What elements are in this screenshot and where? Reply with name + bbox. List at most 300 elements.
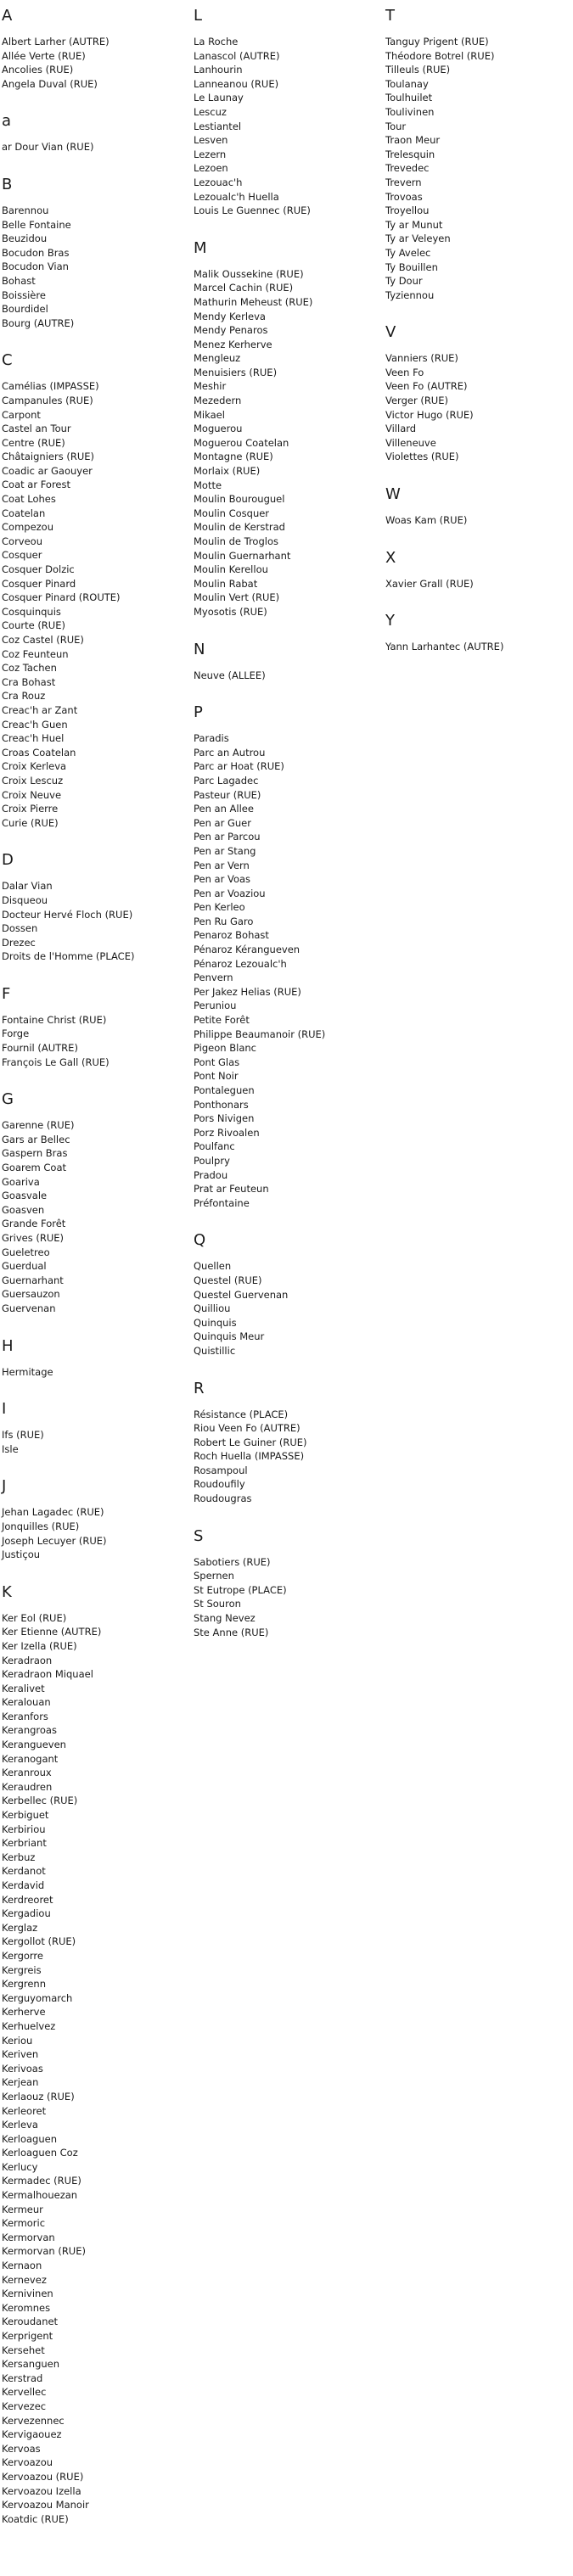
street-name: Coz Tachen bbox=[2, 662, 57, 675]
street-name: Violettes (RUE) bbox=[385, 451, 459, 463]
letter-section bbox=[2, 1337, 184, 1380]
street-name: Keriven bbox=[2, 2048, 39, 2061]
street-name: Fontaine Christ (RUE) bbox=[2, 1013, 107, 1026]
street-name: Mezedern bbox=[194, 395, 242, 407]
street-name: Préfontaine bbox=[194, 1196, 250, 1209]
street-name: Kermalhouezan bbox=[2, 2189, 78, 2202]
street-name: Pigeon Blanc bbox=[194, 1042, 256, 1055]
street-name: Kerdanot bbox=[2, 1865, 46, 1878]
street-name: Kerguyomarch bbox=[2, 1991, 73, 2004]
street-name: Bocudon Vian bbox=[2, 260, 69, 273]
street-name: Villard bbox=[385, 423, 417, 435]
street-name: Malik Oussekine (RUE) bbox=[194, 267, 304, 280]
street-name: Moulin Cosquer bbox=[194, 507, 270, 519]
street-name: Coat Lohes bbox=[2, 493, 56, 506]
street-name: Croix Pierre bbox=[2, 803, 59, 815]
street-name: Keromnes bbox=[2, 2301, 51, 2314]
street-list bbox=[2, 1505, 184, 1561]
street-name: Questel (RUE) bbox=[194, 1274, 262, 1286]
street-name: Lanneanou (RUE) bbox=[194, 77, 279, 90]
street-name: St Souron bbox=[194, 1598, 241, 1610]
street-list bbox=[2, 879, 184, 964]
letter-section bbox=[194, 1231, 376, 1358]
street-list bbox=[194, 731, 376, 1210]
street-name: Ty Dour bbox=[385, 275, 423, 288]
column-1 bbox=[2, 7, 184, 2547]
letter-section bbox=[385, 323, 568, 464]
street-name: Keranogant bbox=[2, 1752, 59, 1765]
street-name: Louis Le Guennec (RUE) bbox=[194, 204, 311, 217]
street-name: Ancolies (RUE) bbox=[2, 64, 74, 76]
street-name: Moulin de Troglos bbox=[194, 535, 278, 547]
street-name: Croas Coatelan bbox=[2, 746, 76, 759]
letter-heading: B bbox=[2, 175, 13, 193]
street-list bbox=[194, 1555, 376, 1640]
street-name: Kerloaguen bbox=[2, 2132, 58, 2145]
letter-section bbox=[2, 985, 184, 1069]
street-name: Marcel Cachin (RUE) bbox=[194, 282, 294, 294]
street-list bbox=[385, 577, 568, 591]
letter-heading: W bbox=[385, 485, 401, 504]
street-name: Tilleuls (RUE) bbox=[385, 64, 451, 76]
street-name: Kervellec bbox=[2, 2386, 47, 2399]
street-name: Koatdic (RUE) bbox=[2, 2512, 69, 2525]
street-name: Mendy Kerleva bbox=[194, 310, 266, 322]
street-name: Quinquis bbox=[194, 1316, 237, 1329]
street-name: Kervoazou Manoir bbox=[2, 2499, 89, 2512]
street-name: Castel an Tour bbox=[2, 423, 71, 435]
street-list bbox=[2, 1611, 184, 2527]
street-name: Kerlaouz (RUE) bbox=[2, 2090, 75, 2103]
street-name: Kervoazou Izella bbox=[2, 2484, 81, 2497]
street-list bbox=[194, 1408, 376, 1506]
street-list bbox=[194, 35, 376, 218]
street-name: Ty Avelec bbox=[385, 246, 431, 259]
street-name: Veen Fo (AUTRE) bbox=[385, 380, 468, 393]
street-name: Résistance (PLACE) bbox=[194, 1408, 289, 1420]
street-name: Ty ar Veleyen bbox=[385, 232, 451, 245]
letter-section bbox=[2, 1400, 184, 1456]
street-name: Kerlucy bbox=[2, 2160, 38, 2173]
street-name: Lesven bbox=[194, 134, 228, 147]
street-name: Drezec bbox=[2, 936, 36, 949]
street-name: Kerivoas bbox=[2, 2062, 43, 2075]
letter-heading: H bbox=[2, 1336, 14, 1355]
letter-heading: P bbox=[194, 703, 203, 722]
street-name: Traon Meur bbox=[385, 134, 441, 147]
street-name: Kerangroas bbox=[2, 1724, 57, 1737]
street-name: Justiçou bbox=[2, 1548, 41, 1561]
street-name: Montagne (RUE) bbox=[194, 451, 273, 463]
street-name: Kersehet bbox=[2, 2344, 45, 2356]
street-name: Poulfanc bbox=[194, 1140, 235, 1153]
street-name: Jehan Lagadec (RUE) bbox=[2, 1506, 104, 1519]
street-name: Ker Eol (RUE) bbox=[2, 1611, 67, 1624]
street-name: Ker Izella (RUE) bbox=[2, 1639, 77, 1652]
street-name: Keranfors bbox=[2, 1710, 48, 1722]
street-name: Myosotis (RUE) bbox=[194, 605, 267, 618]
street-name: Quellen bbox=[194, 1260, 232, 1273]
street-name: Pen Kerleo bbox=[194, 901, 245, 914]
street-name: Keralivet bbox=[2, 1682, 45, 1694]
street-name: Cosquer Dolzic bbox=[2, 563, 75, 576]
letter-heading: a bbox=[2, 112, 12, 131]
street-name: Kermorvan (RUE) bbox=[2, 2245, 86, 2258]
letter-section bbox=[385, 485, 568, 528]
street-name: Kerleoret bbox=[2, 2104, 47, 2117]
street-list bbox=[194, 1259, 376, 1358]
street-list bbox=[2, 1428, 184, 1456]
letter-heading: L bbox=[194, 7, 203, 25]
street-list bbox=[2, 204, 184, 330]
street-name: Paradis bbox=[194, 732, 229, 745]
street-name: Coat ar Forest bbox=[2, 479, 70, 491]
street-name: Kerbriant bbox=[2, 1837, 47, 1850]
street-name: Beuzidou bbox=[2, 232, 48, 245]
letter-section bbox=[194, 7, 376, 218]
street-name: Kervoazou (RUE) bbox=[2, 2470, 84, 2483]
street-name: Pen ar Vern bbox=[194, 859, 250, 871]
street-name: Kerbiriou bbox=[2, 1823, 46, 1835]
street-name: Philippe Beaumanoir (RUE) bbox=[194, 1028, 326, 1040]
street-name: Mikael bbox=[194, 408, 225, 421]
street-name: Châtaigniers (RUE) bbox=[2, 451, 94, 463]
letter-heading: Y bbox=[385, 612, 395, 630]
street-name: Coz Castel (RUE) bbox=[2, 634, 84, 646]
letter-section bbox=[194, 703, 376, 1210]
street-name: Keroudanet bbox=[2, 2316, 59, 2328]
street-name: Mathurin Meheust (RUE) bbox=[194, 295, 313, 308]
street-name: Kervoazou bbox=[2, 2456, 53, 2469]
street-name: Pen ar Stang bbox=[194, 844, 256, 857]
street-name: Guerdual bbox=[2, 1260, 47, 1273]
street-name: Verger (RUE) bbox=[385, 395, 448, 407]
street-name: Disqueou bbox=[2, 893, 48, 906]
street-name: Tyziennou bbox=[385, 288, 435, 301]
street-name: Keralouan bbox=[2, 1696, 51, 1709]
street-list bbox=[2, 1365, 184, 1380]
street-name: Goarem Coat bbox=[2, 1162, 67, 1174]
street-name: Kergrenn bbox=[2, 1978, 46, 1991]
street-name: Grande Forêt bbox=[2, 1218, 66, 1230]
street-name: Kernaon bbox=[2, 2260, 42, 2272]
street-list bbox=[2, 1013, 184, 1069]
street-name: Boissière bbox=[2, 288, 46, 301]
street-name: Lezern bbox=[194, 148, 227, 160]
street-name: Ty Bouillen bbox=[385, 260, 438, 273]
letter-section bbox=[194, 239, 376, 619]
street-name: Curie (RUE) bbox=[2, 816, 59, 829]
street-name: Per Jakez Helias (RUE) bbox=[194, 985, 301, 998]
street-name: Lezoen bbox=[194, 162, 228, 175]
street-name: Peruniou bbox=[194, 1000, 237, 1012]
street-name: Dalar Vian bbox=[2, 880, 53, 893]
letter-section bbox=[2, 351, 184, 830]
letter-section bbox=[2, 7, 184, 91]
street-name: Dossen bbox=[2, 922, 38, 935]
street-name: Neuve (ALLEE) bbox=[194, 669, 266, 681]
letter-heading: M bbox=[194, 238, 207, 257]
street-name: Motte bbox=[194, 479, 222, 491]
street-name: Moulin Vert (RUE) bbox=[194, 591, 280, 604]
letter-heading: Q bbox=[194, 1231, 206, 1250]
street-name: Troyellou bbox=[385, 204, 430, 217]
street-name: Pénaroz Kérangueven bbox=[194, 944, 301, 956]
street-name: François Le Gall (RUE) bbox=[2, 1056, 110, 1068]
letter-heading: K bbox=[2, 1582, 12, 1601]
street-name: Docteur Hervé Floch (RUE) bbox=[2, 908, 133, 921]
street-name: Kervigaouez bbox=[2, 2428, 62, 2441]
street-name: Mendy Penaros bbox=[194, 324, 268, 337]
letter-section bbox=[194, 1527, 376, 1640]
street-name: Pen ar Voaziou bbox=[194, 887, 266, 899]
letter-section bbox=[2, 1090, 184, 1315]
street-name: Parc ar Hoat (RUE) bbox=[194, 760, 284, 773]
street-name: Pors Nivigen bbox=[194, 1112, 255, 1125]
street-name: Quinquis Meur bbox=[194, 1330, 265, 1343]
street-name: Parc an Autrou bbox=[194, 746, 266, 759]
street-name: Ponthonars bbox=[194, 1098, 249, 1111]
street-name: Meshir bbox=[194, 380, 227, 393]
street-name: Barennou bbox=[2, 204, 49, 216]
street-name: Lanhourin bbox=[194, 64, 243, 76]
street-name: Lanascol (AUTRE) bbox=[194, 49, 280, 62]
street-name: Lezouac'h bbox=[194, 176, 243, 188]
letter-heading: C bbox=[2, 351, 13, 370]
street-name: Pen ar Parcou bbox=[194, 831, 261, 843]
street-name: Guervenan bbox=[2, 1302, 56, 1314]
street-name: Spernen bbox=[194, 1570, 234, 1582]
street-name: Kermeur bbox=[2, 2203, 43, 2215]
street-name: Ty ar Munut bbox=[385, 218, 443, 231]
street-name: Belle Fontaine bbox=[2, 218, 71, 231]
street-name: Kernivinen bbox=[2, 2288, 53, 2300]
street-name: Moulin Guernarhant bbox=[194, 549, 291, 562]
street-name: Moulin Rabat bbox=[194, 577, 258, 590]
street-name: Kernevez bbox=[2, 2273, 47, 2286]
street-name: Campanules (RUE) bbox=[2, 394, 93, 406]
letter-section bbox=[2, 851, 184, 964]
street-name: Allée Verte (RUE) bbox=[2, 49, 86, 62]
street-name: Moguerou Coatelan bbox=[194, 436, 289, 449]
street-name: Théodore Botrel (RUE) bbox=[385, 49, 495, 62]
street-name: Roudougras bbox=[194, 1492, 252, 1505]
street-name: Toulanay bbox=[385, 77, 429, 90]
street-name: Kermoric bbox=[2, 2217, 46, 2230]
street-name: St Eutrope (PLACE) bbox=[194, 1583, 287, 1596]
street-name: Kergollot (RUE) bbox=[2, 1935, 76, 1948]
street-name: Ker Etienne (AUTRE) bbox=[2, 1626, 102, 1638]
street-name: Porz Rivoalen bbox=[194, 1126, 260, 1139]
street-name: Veen Fo bbox=[385, 366, 424, 378]
street-name: Kerbuz bbox=[2, 1851, 36, 1863]
street-name: Gaspern Bras bbox=[2, 1147, 68, 1160]
street-name: Pen Ru Garo bbox=[194, 915, 254, 927]
street-name: Kervezec bbox=[2, 2400, 47, 2412]
street-name: Keraudren bbox=[2, 1780, 53, 1793]
street-name: Cosquer bbox=[2, 549, 42, 562]
street-name: Grives (RUE) bbox=[2, 1232, 65, 1244]
street-name: Kergadiou bbox=[2, 1907, 51, 1920]
street-name: Pen ar Guer bbox=[194, 816, 251, 829]
street-list bbox=[2, 35, 184, 91]
street-name: Keriou bbox=[2, 2034, 33, 2047]
letter-heading: X bbox=[385, 548, 396, 567]
street-name: Kerbiguet bbox=[2, 1809, 49, 1822]
street-name: Creac'h ar Zant bbox=[2, 703, 78, 716]
street-name: Croix Kerleva bbox=[2, 760, 67, 773]
street-name: Keranroux bbox=[2, 1767, 52, 1779]
street-name: Bourdidel bbox=[2, 303, 48, 316]
street-name: Menuisiers (RUE) bbox=[194, 366, 278, 378]
street-list bbox=[2, 379, 184, 830]
letter-section bbox=[194, 1380, 376, 1506]
street-name: Croix Neuve bbox=[2, 788, 62, 801]
street-name: Kerherve bbox=[2, 2006, 46, 2019]
street-name: Joseph Lecuyer (RUE) bbox=[2, 1534, 107, 1547]
street-name: Yann Larhantec (AUTRE) bbox=[385, 641, 504, 653]
street-name: Penvern bbox=[194, 972, 233, 984]
street-name: Villeneuve bbox=[385, 436, 436, 449]
street-name: Trevedec bbox=[385, 162, 430, 175]
street-list bbox=[385, 351, 568, 464]
street-name: Moguerou bbox=[194, 423, 243, 435]
street-name: Questel Guervenan bbox=[194, 1288, 289, 1301]
column-3 bbox=[385, 7, 568, 675]
street-name: Pont Noir bbox=[194, 1070, 239, 1083]
street-name: Kergorre bbox=[2, 1949, 43, 1962]
street-name: Kerjean bbox=[2, 2076, 39, 2089]
street-name: Albert Larher (AUTRE) bbox=[2, 36, 110, 48]
street-name: Kergreis bbox=[2, 1963, 42, 1976]
street-name: Parc Lagadec bbox=[194, 774, 259, 787]
street-name: Kerdreoret bbox=[2, 1893, 53, 1906]
street-name: Centre (RUE) bbox=[2, 436, 65, 449]
letter-heading: S bbox=[194, 1526, 204, 1545]
street-name: Penaroz Bohast bbox=[194, 929, 269, 942]
letter-heading: F bbox=[2, 984, 11, 1003]
street-name: Angela Duval (RUE) bbox=[2, 77, 98, 90]
street-name: Garenne (RUE) bbox=[2, 1119, 75, 1132]
street-name: Kersanguen bbox=[2, 2358, 60, 2371]
street-name: Sabotiers (RUE) bbox=[194, 1555, 271, 1568]
street-name: Moulin de Kerstrad bbox=[194, 521, 285, 534]
street-name: Jonquilles (RUE) bbox=[2, 1520, 80, 1532]
street-name: Cosquinquis bbox=[2, 605, 61, 618]
street-name: Goasvale bbox=[2, 1190, 48, 1202]
street-name: Ste Anne (RUE) bbox=[194, 1626, 269, 1638]
street-name: Pont Glas bbox=[194, 1056, 240, 1068]
street-list bbox=[385, 513, 568, 528]
street-name: Quilliou bbox=[194, 1302, 231, 1315]
street-name: Corveou bbox=[2, 535, 42, 547]
street-name: Trelesquin bbox=[385, 148, 435, 160]
street-name: Camélias (IMPASSE) bbox=[2, 380, 99, 393]
street-list bbox=[385, 35, 568, 302]
street-name: Toulivinen bbox=[385, 105, 435, 118]
street-name: Kerloaguen Coz bbox=[2, 2147, 78, 2159]
street-name: Carpont bbox=[2, 408, 41, 421]
street-name: Roudoufily bbox=[194, 1478, 245, 1491]
street-name: Kervoas bbox=[2, 2442, 41, 2455]
letter-section bbox=[194, 641, 376, 683]
letter-heading: V bbox=[385, 323, 396, 342]
street-name: Pen an Allee bbox=[194, 803, 254, 815]
street-name: Coatelan bbox=[2, 507, 46, 519]
street-name: Stang Nevez bbox=[194, 1612, 256, 1625]
street-name: Hermitage bbox=[2, 1365, 53, 1378]
street-name: Kerdavid bbox=[2, 1879, 45, 1891]
street-name: Bocudon Bras bbox=[2, 246, 70, 259]
street-name: Kerglaz bbox=[2, 1921, 38, 1934]
street-name: Lestiantel bbox=[194, 120, 242, 132]
street-name: Kerangueven bbox=[2, 1739, 66, 1751]
street-name: Pasteur (RUE) bbox=[194, 788, 261, 801]
street-name: Keradraon bbox=[2, 1654, 53, 1666]
street-name: Coz Feunteun bbox=[2, 647, 69, 660]
street-name: Tanguy Prigent (RUE) bbox=[385, 36, 489, 48]
letter-heading: N bbox=[194, 640, 205, 658]
street-name: Woas Kam (RUE) bbox=[385, 514, 468, 527]
street-name: Riou Veen Fo (AUTRE) bbox=[194, 1422, 301, 1435]
street-list bbox=[194, 267, 376, 619]
street-name: Kervezennec bbox=[2, 2414, 65, 2427]
street-name: Trovoas bbox=[385, 190, 423, 203]
street-name: Pontaleguen bbox=[194, 1084, 255, 1096]
letter-heading: D bbox=[2, 851, 14, 870]
street-name: Mengleuz bbox=[194, 352, 241, 365]
street-name: Le Launay bbox=[194, 92, 244, 104]
street-name: Gars ar Bellec bbox=[2, 1133, 70, 1145]
street-name: Xavier Grall (RUE) bbox=[385, 577, 474, 590]
street-name: Kerprigent bbox=[2, 2330, 53, 2342]
street-name: Droits de l'Homme (PLACE) bbox=[2, 950, 135, 963]
street-name: Forge bbox=[2, 1028, 30, 1040]
street-name: Morlaix (RUE) bbox=[194, 465, 261, 478]
street-name: Cra Rouz bbox=[2, 690, 46, 703]
street-name: Petite Forêt bbox=[194, 1014, 250, 1027]
street-name: Isle bbox=[2, 1442, 19, 1455]
street-name: Rosampoul bbox=[194, 1464, 248, 1476]
street-name: ar Dour Vian (RUE) bbox=[2, 141, 94, 154]
street-name: Roch Huella (IMPASSE) bbox=[194, 1450, 305, 1463]
letter-section bbox=[2, 176, 184, 330]
letter-section bbox=[385, 7, 568, 302]
street-name: Trevern bbox=[385, 176, 422, 188]
street-name: Keradraon Miquael bbox=[2, 1668, 93, 1681]
street-name: Coadic ar Gaouyer bbox=[2, 464, 93, 477]
letter-section bbox=[2, 1583, 184, 2527]
street-name: Guernarhant bbox=[2, 1274, 64, 1286]
street-name: Prat ar Feuteun bbox=[194, 1183, 269, 1196]
street-name: Bohast bbox=[2, 274, 36, 287]
street-name: Kerbellec (RUE) bbox=[2, 1795, 78, 1807]
letter-heading: I bbox=[2, 1400, 7, 1419]
street-name: Toulhuilet bbox=[385, 92, 433, 104]
street-name: Kermorvan bbox=[2, 2231, 55, 2243]
street-list bbox=[2, 140, 184, 154]
street-name: Victor Hugo (RUE) bbox=[385, 408, 474, 421]
street-name: La Roche bbox=[194, 36, 239, 48]
street-name: Poulpry bbox=[194, 1154, 230, 1167]
street-name: Pen ar Voas bbox=[194, 873, 251, 886]
street-name: Bourg (AUTRE) bbox=[2, 316, 75, 329]
letter-heading: T bbox=[385, 7, 395, 25]
street-name: Kermadec (RUE) bbox=[2, 2175, 81, 2187]
letter-heading: G bbox=[2, 1090, 14, 1109]
street-name: Guersauzon bbox=[2, 1288, 60, 1301]
street-name: Fournil (AUTRE) bbox=[2, 1042, 78, 1055]
